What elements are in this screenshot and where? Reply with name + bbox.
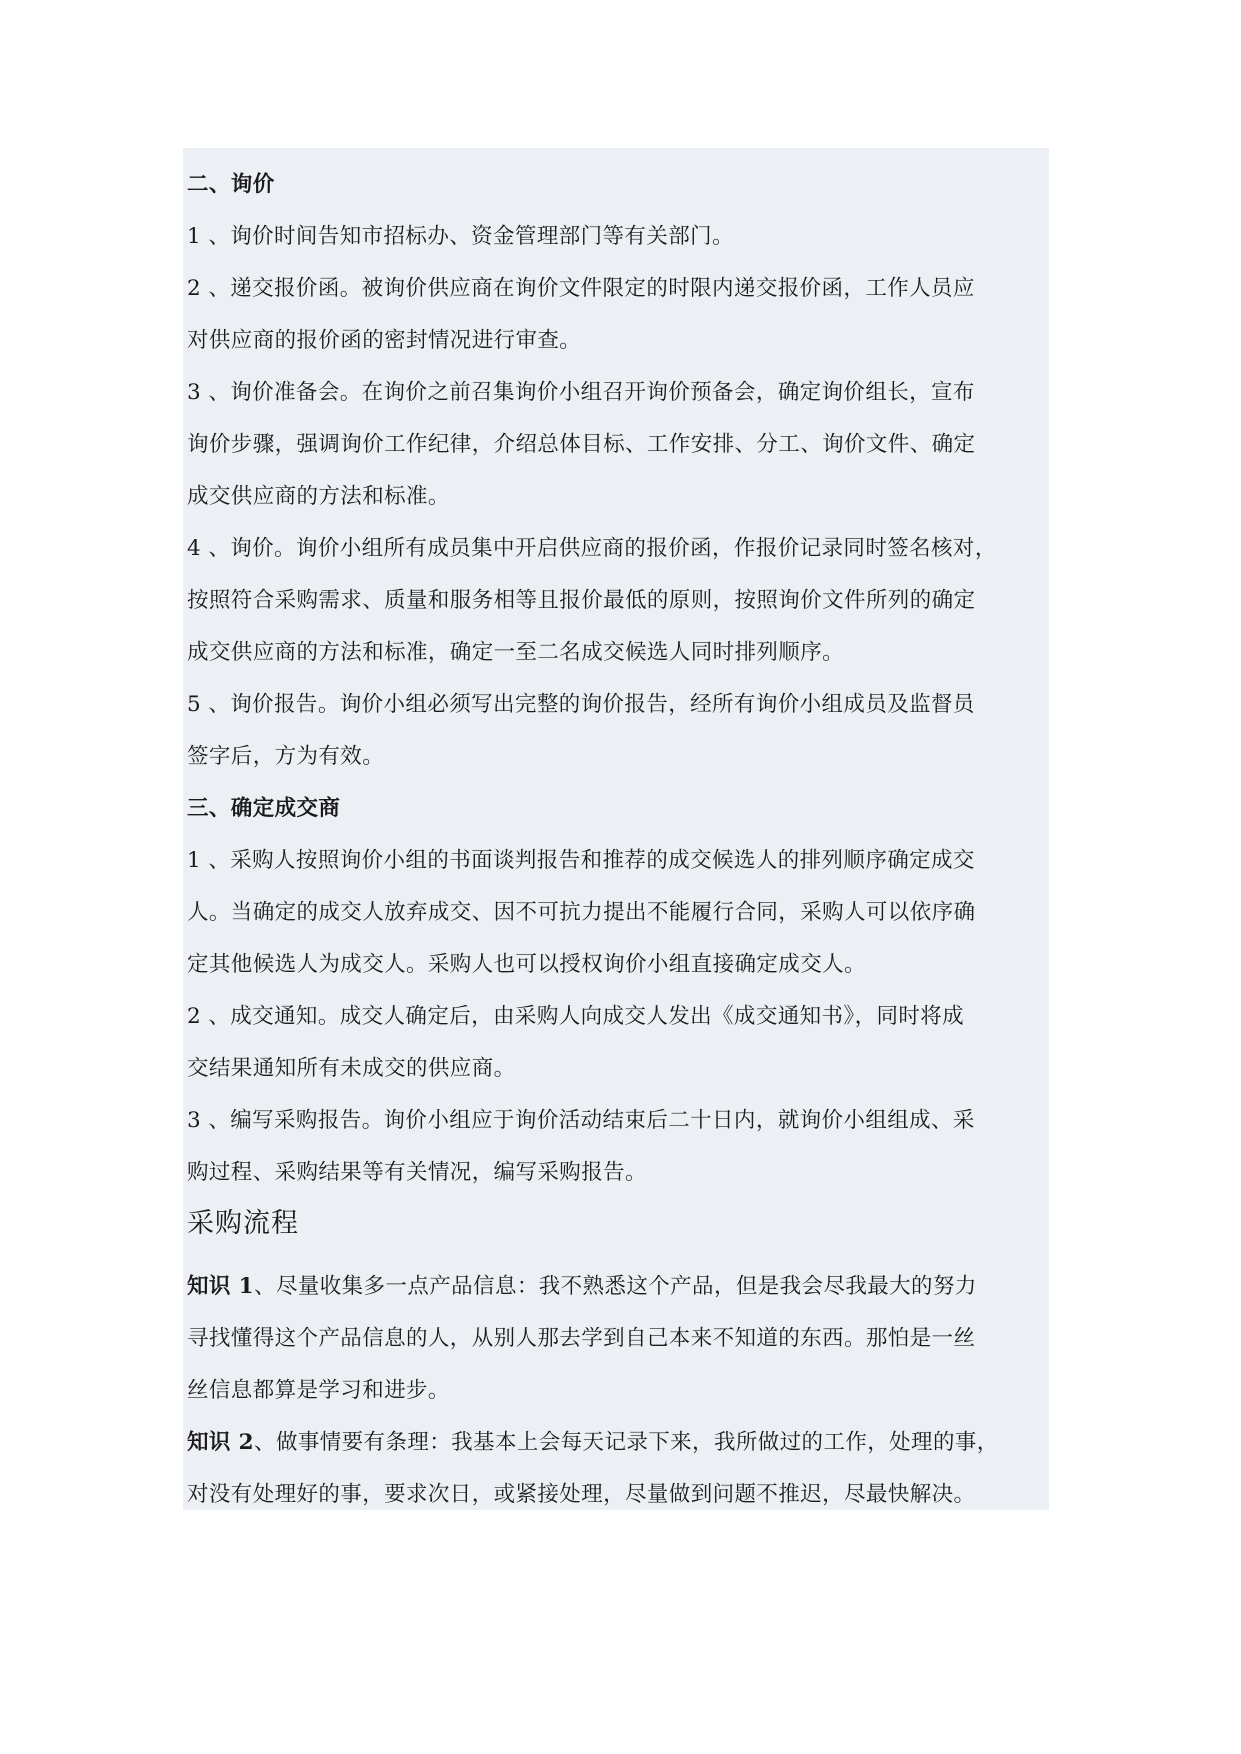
paragraph-line: 2 、递交报价函。被询价供应商在询价文件限定的时限内递交报价函，工作人员应 xyxy=(187,276,975,301)
knowledge-2-label: 知识 2 xyxy=(187,1430,255,1455)
paragraph-line: 询价步骤，强调询价工作纪律，介绍总体目标、工作安排、分工、询价文件、确定 xyxy=(187,432,976,457)
knowledge-1-label: 知识 1 xyxy=(187,1274,255,1299)
paragraph-line: 3 、编写采购报告。询价小组应于询价活动结束后二十日内，就询价小组组成、采 xyxy=(187,1108,975,1133)
paragraph-line: 成交供应商的方法和标准。 xyxy=(187,484,450,509)
procurement-process-heading: 采购流程 xyxy=(187,1208,299,1239)
paragraph-line: 人。当确定的成交人放弃成交、因不可抗力提出不能履行合同，采购人可以依序确 xyxy=(187,900,976,925)
knowledge-2-text: 、做事情要有条理：我基本上会每天记录下来，我所做过的工作，处理的事， xyxy=(254,1430,999,1455)
paragraph-line: 成交供应商的方法和标准，确定一至二名成交候选人同时排列顺序。 xyxy=(187,640,845,665)
paragraph-line: 签字后，方为有效。 xyxy=(187,744,385,769)
paragraph-line: 1 、采购人按照询价小组的书面谈判报告和推荐的成交候选人的排列顺序确定成交 xyxy=(187,848,975,873)
section-heading-determine-supplier: 三、确定成交商 xyxy=(187,796,341,821)
paragraph-line: 购过程、采购结果等有关情况，编写采购报告。 xyxy=(187,1160,647,1185)
knowledge-2-line-1 xyxy=(187,1428,999,1458)
paragraph-line: 2 、成交通知。成交人确定后，由采购人向成交人发出《成交通知书》，同时将成 xyxy=(187,1004,965,1029)
paragraph-line: 3 、询价准备会。在询价之前召集询价小组召开询价预备会，确定询价组长，宣布 xyxy=(187,380,975,405)
paragraph-line: 定其他候选人为成交人。采购人也可以授权询价小组直接确定成交人。 xyxy=(187,952,866,977)
section-heading-inquiry: 二、询价 xyxy=(187,172,275,197)
paragraph-line: 1 、询价时间告知市招标办、资金管理部门等有关部门。 xyxy=(187,224,734,249)
paragraph-line: 交结果通知所有未成交的供应商。 xyxy=(187,1056,516,1081)
paragraph-line: 对没有处理好的事，要求次日，或紧接处理，尽量做到问题不推迟，尽最快解决。 xyxy=(187,1482,976,1507)
paragraph-line: 丝信息都算是学习和进步。 xyxy=(187,1378,450,1403)
knowledge-1-line-1 xyxy=(187,1272,977,1302)
knowledge-1-text: 、尽量收集多一点产品信息：我不熟悉这个产品，但是我会尽我最大的努力 xyxy=(254,1274,977,1299)
paragraph-line: 4 、询价。询价小组所有成员集中开启供应商的报价函，作报价记录同时签名核对， xyxy=(187,536,997,561)
paragraph-line: 对供应商的报价函的密封情况进行审查。 xyxy=(187,328,582,353)
paragraph-line: 5 、询价报告。询价小组必须写出完整的询价报告，经所有询价小组成员及监督员 xyxy=(187,692,975,717)
paragraph-line: 按照符合采购需求、质量和服务相等且报价最低的原则，按照询价文件所列的确定 xyxy=(187,588,976,613)
paragraph-line: 寻找懂得这个产品信息的人，从别人那去学到自己本来不知道的东西。那怕是一丝 xyxy=(187,1326,976,1351)
